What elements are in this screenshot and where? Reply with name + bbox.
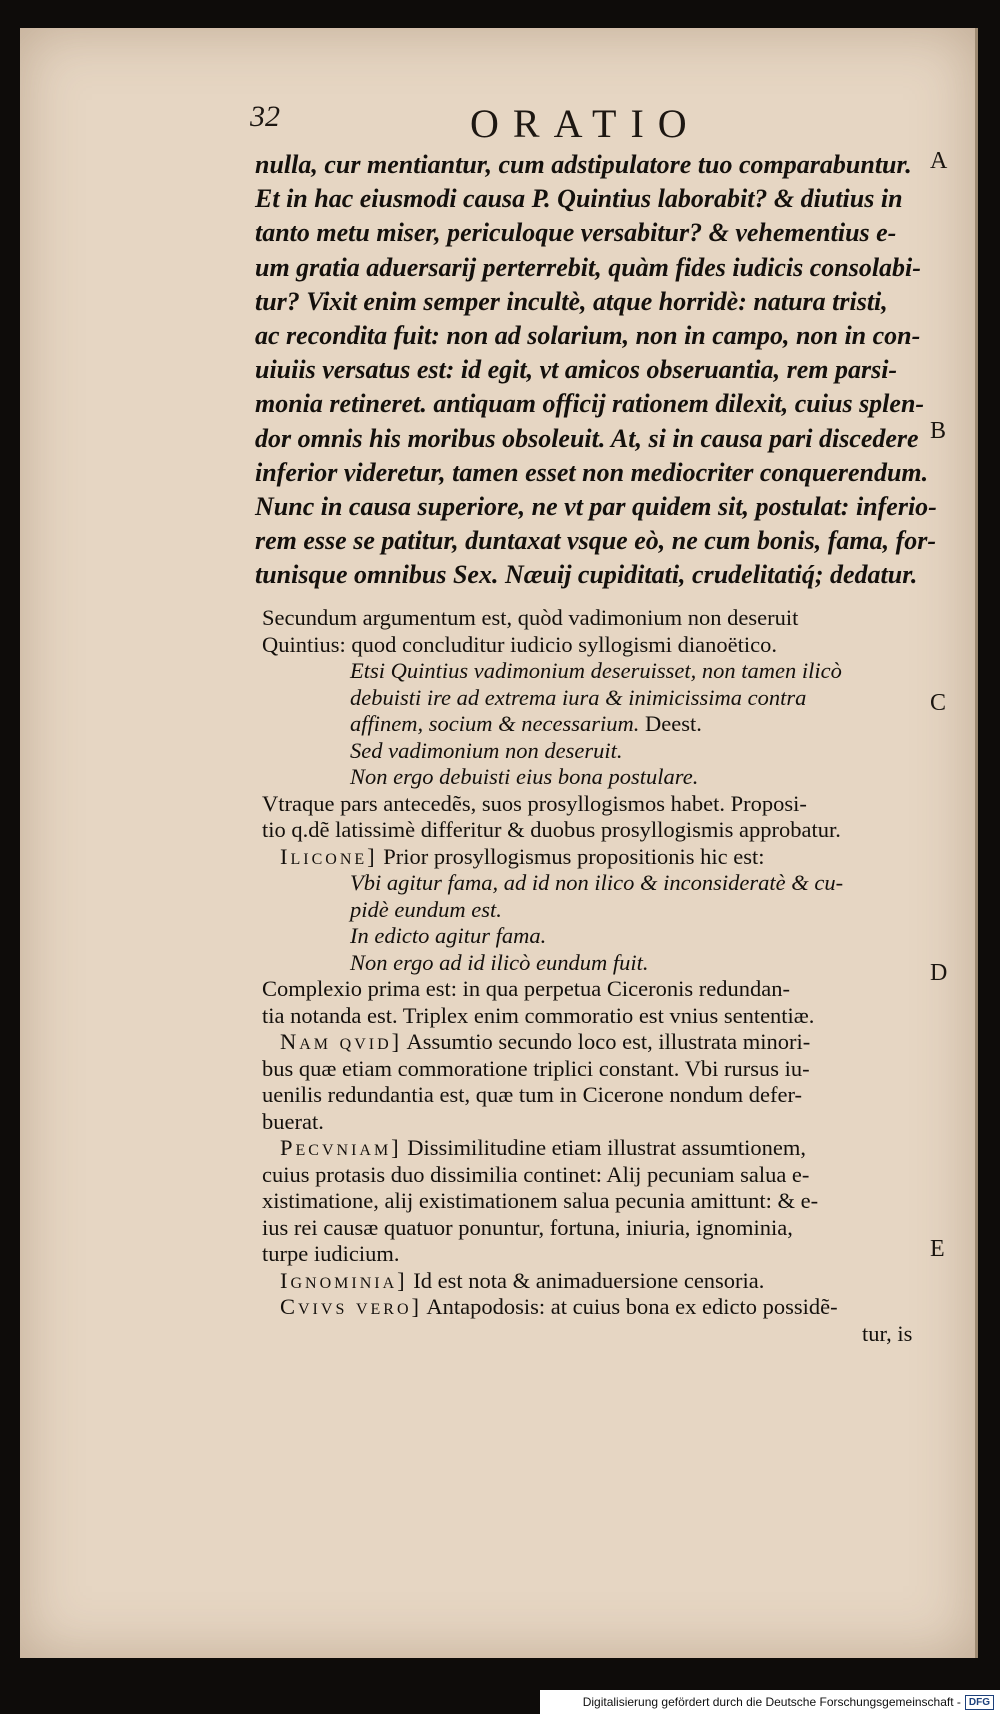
text-line: Quintius: quod concluditur iudicio syllogismi dianoëtico. [262, 631, 777, 657]
italic-text-block [255, 148, 937, 593]
text-line: turpe iudicium. [262, 1241, 400, 1266]
text-line: tur? Vixit enim semper incultè, atque horridè: natura tristi, [255, 286, 888, 316]
catchword: tur, is [862, 1320, 913, 1346]
text-line [262, 1294, 932, 1321]
text-line: bus quæ etiam commoratione triplici constant. Vbi rursus iu- [262, 1055, 810, 1081]
margin-letter-a: A [930, 148, 948, 174]
lemma: Nam qvid] [280, 1029, 403, 1054]
text-line: uiuiis versatus est: id egit, vt amicos obseruantia, rem parsi- [255, 355, 898, 385]
text-line: tio q.dẽ latissimè differitur & duobus prosyllogismis approbatur. [262, 817, 841, 842]
text-line: dor omnis his moribus obsoleuit. At, si in causa pari discedere [255, 423, 919, 453]
margin-letter-d: D [930, 960, 948, 986]
syllogism-line: Etsi Quintius vadimonium deseruisset, non tamen ilicò [350, 658, 842, 683]
text-line [262, 1268, 932, 1295]
lemma: Ilicone] [280, 843, 378, 869]
text-line: tunisque omnibus Sex. Næuij cupiditati, crudelitatiq́; dedatur. [255, 560, 918, 590]
syllogism-line: debuisti ire ad extrema iura & inimicissima contra [350, 684, 807, 710]
lemma: Pecvniam] [280, 1135, 402, 1160]
text-line: Vtraque pars antecedẽs, suos prosyllogismos habet. Proposi- [262, 790, 807, 816]
text-line: ac recondita fuit: non ad solarium, non in campo, non in con- [255, 321, 921, 351]
digitization-credit [540, 1690, 1000, 1714]
text-line [262, 1029, 932, 1056]
text-line: tanto metu miser, periculoque versabitur? & vehementius e- [255, 218, 897, 248]
syllogism-line [262, 711, 932, 738]
text-line: Complexio prima est: in qua perpetua Ciceronis redundan- [262, 976, 790, 1001]
dfg-logo-icon: DFG [965, 1695, 994, 1710]
margin-letter-b: B [930, 418, 947, 444]
text-line: Nunc in causa superiore, ne vt par quidem sit, postulat: inferio- [255, 492, 937, 522]
running-title: ORATIO [470, 101, 701, 146]
syllogism-line: Sed vadimonium non deseruit. [350, 737, 623, 763]
note-deest: Deest. [639, 711, 702, 736]
text-line: tia notanda est. Triplex enim commoratio est vnius sententiæ. [262, 1002, 815, 1028]
syllogism-line: pidè eundum est. [350, 896, 502, 922]
lemma-text: Dissimilitudine etiam illustrat assumtionem, [401, 1135, 807, 1160]
page-number: 32 [250, 100, 280, 133]
credit-text: Digitalisierung gefördert durch die Deutsche Forschungsgemeinschaft - [582, 1695, 961, 1709]
lemma: Cvivs vero] [280, 1294, 423, 1319]
syllogism-text: affinem, socium & necessarium. [350, 711, 640, 736]
syllogism-line: In edicto agitur fama. [350, 923, 547, 948]
text-line: Secundum argumentum est, quòd vadimonium non deseruit [262, 605, 799, 630]
commentary-block [262, 605, 932, 1347]
margin-letter-e: E [930, 1236, 945, 1262]
text-line: inferior videretur, tamen esset non mediocriter conquerendum. [255, 457, 929, 487]
text-line: nulla, cur mentiantur, cum adstipulatore tuo comparabuntur. [255, 150, 912, 179]
text-line: rem esse se patitur, duntaxat vsque eò, ne cum bonis, fama, for- [255, 526, 937, 556]
syllogism-line: Vbi agitur fama, ad id non ilico & inconsideratè & cu- [350, 870, 844, 895]
text-line: ius rei causæ quatuor ponuntur, fortuna, iniuria, ignominia, [262, 1214, 793, 1240]
lemma: Ignominia] [280, 1267, 408, 1293]
syllogism-line: Non ergo ad id ilicò eundum fuit. [350, 949, 649, 975]
syllogism-line: Non ergo debuisti eius bona postulare. [350, 764, 699, 789]
text-line: xistimatione, alij existimationem salua pecunia amittunt: & e- [262, 1188, 819, 1213]
lemma-text: Assumtio secundo loco est, illustrata minori- [402, 1029, 811, 1054]
lemma-text: Id est nota & animaduersione censoria. [407, 1267, 765, 1293]
text-line [262, 844, 932, 871]
margin-letter-c: C [930, 690, 947, 716]
text-line: Et in hac eiusmodi causa P. Quintius laborabit? & diutius in [255, 184, 903, 214]
lemma-text: Prior prosyllogismus propositionis hic est: [377, 843, 765, 869]
text-line [262, 1135, 932, 1162]
lemma-text: Antapodosis: at cuius bona ex edicto possidẽ- [422, 1294, 838, 1319]
text-line: um gratia aduersarij perterrebit, quàm fides iudicis consolabi- [255, 252, 921, 282]
text-line: uenilis redundantia est, quæ tum in Cicerone nondum defer- [262, 1082, 803, 1107]
text-line: monia retineret. antiquam officij rationem dilexit, cuius splen- [255, 389, 925, 419]
text-line: buerat. [262, 1108, 324, 1134]
text-line: cuius protasis duo dissimilia continet: Alij pecuniam salua e- [262, 1161, 810, 1187]
